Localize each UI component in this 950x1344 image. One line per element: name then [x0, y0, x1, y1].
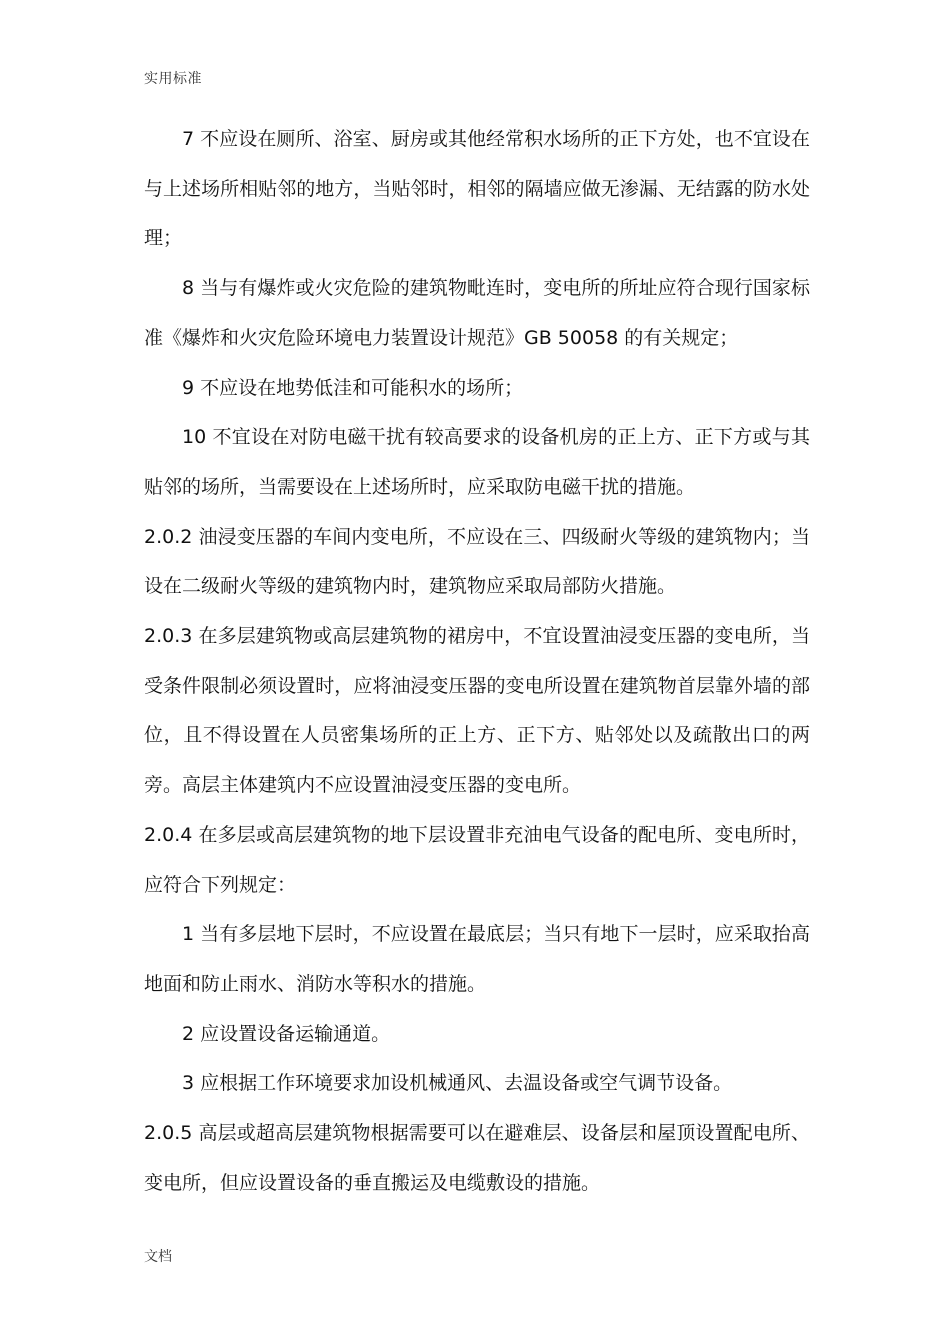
page-header: 实用标准 — [144, 71, 202, 87]
sub-clause-3: 3 应根据工作环境要求加设机械通风、去温设备或空气调节设备。 — [182, 1072, 733, 1095]
clause-10: 10 不宜设在对防电磁干扰有较高要求的设备机房的正上方、正下方或与其贴邻的场所，当需要设在上述场所时，应采取防电磁干扰的措施。 — [144, 426, 810, 498]
document-body — [144, 115, 810, 1208]
sub-clause-1: 1 当有多层地下层时，不应设置在最底层；当只有地下一层时，应采取抬高地面和防止雨水、消防水等积水的措施。 — [144, 923, 810, 995]
page-footer: 文档 — [144, 1249, 172, 1265]
sub-clause-2: 2 应设置设备运输通道。 — [182, 1022, 391, 1045]
clause-9: 9 不应设在地势低洼和可能积水的场所； — [182, 376, 524, 399]
clause-8: 8 当与有爆炸或火灾危险的建筑物毗连时，变电所的所址应符合现行国家标准《爆炸和火灾危险环境电力装置设计规范》GB 50058 的有关规定； — [144, 277, 810, 349]
section-2-0-3: 2.0.3 在多层建筑物或高层建筑物的裙房中，不宜设置油浸变压器的变电所，当受条件限制必须设置时，应将油浸变压器的变电所设置在建筑物首层靠外墙的部位，且不得设置在人员密集场所的正上方、正下方、贴邻处以及疏散出口的两旁。高层主体建筑内不应设置油浸变压器的变电所。 — [144, 625, 810, 797]
section-2-0-4: 2.0.4 在多层或高层建筑物的地下层设置非充油电气设备的配电所、变电所时，应符合下列规定： — [144, 823, 810, 896]
section-2-0-5: 2.0.5 高层或超高层建筑物根据需要可以在避难层、设备层和屋顶设置配电所、变电所，但应设置设备的垂直搬运及电缆敷设的措施。 — [144, 1122, 810, 1194]
section-2-0-2: 2.0.2 油浸变压器的车间内变电所，不应设在三、四级耐火等级的建筑物内；当设在二级耐火等级的建筑物内时，建筑物应采取局部防火措施。 — [144, 525, 810, 598]
clause-7: 7 不应设在厕所、浴室、厨房或其他经常积水场所的正下方处，也不宜设在与上述场所相贴邻的地方，当贴邻时，相邻的隔墙应做无渗漏、无结露的防水处理； — [144, 128, 810, 250]
